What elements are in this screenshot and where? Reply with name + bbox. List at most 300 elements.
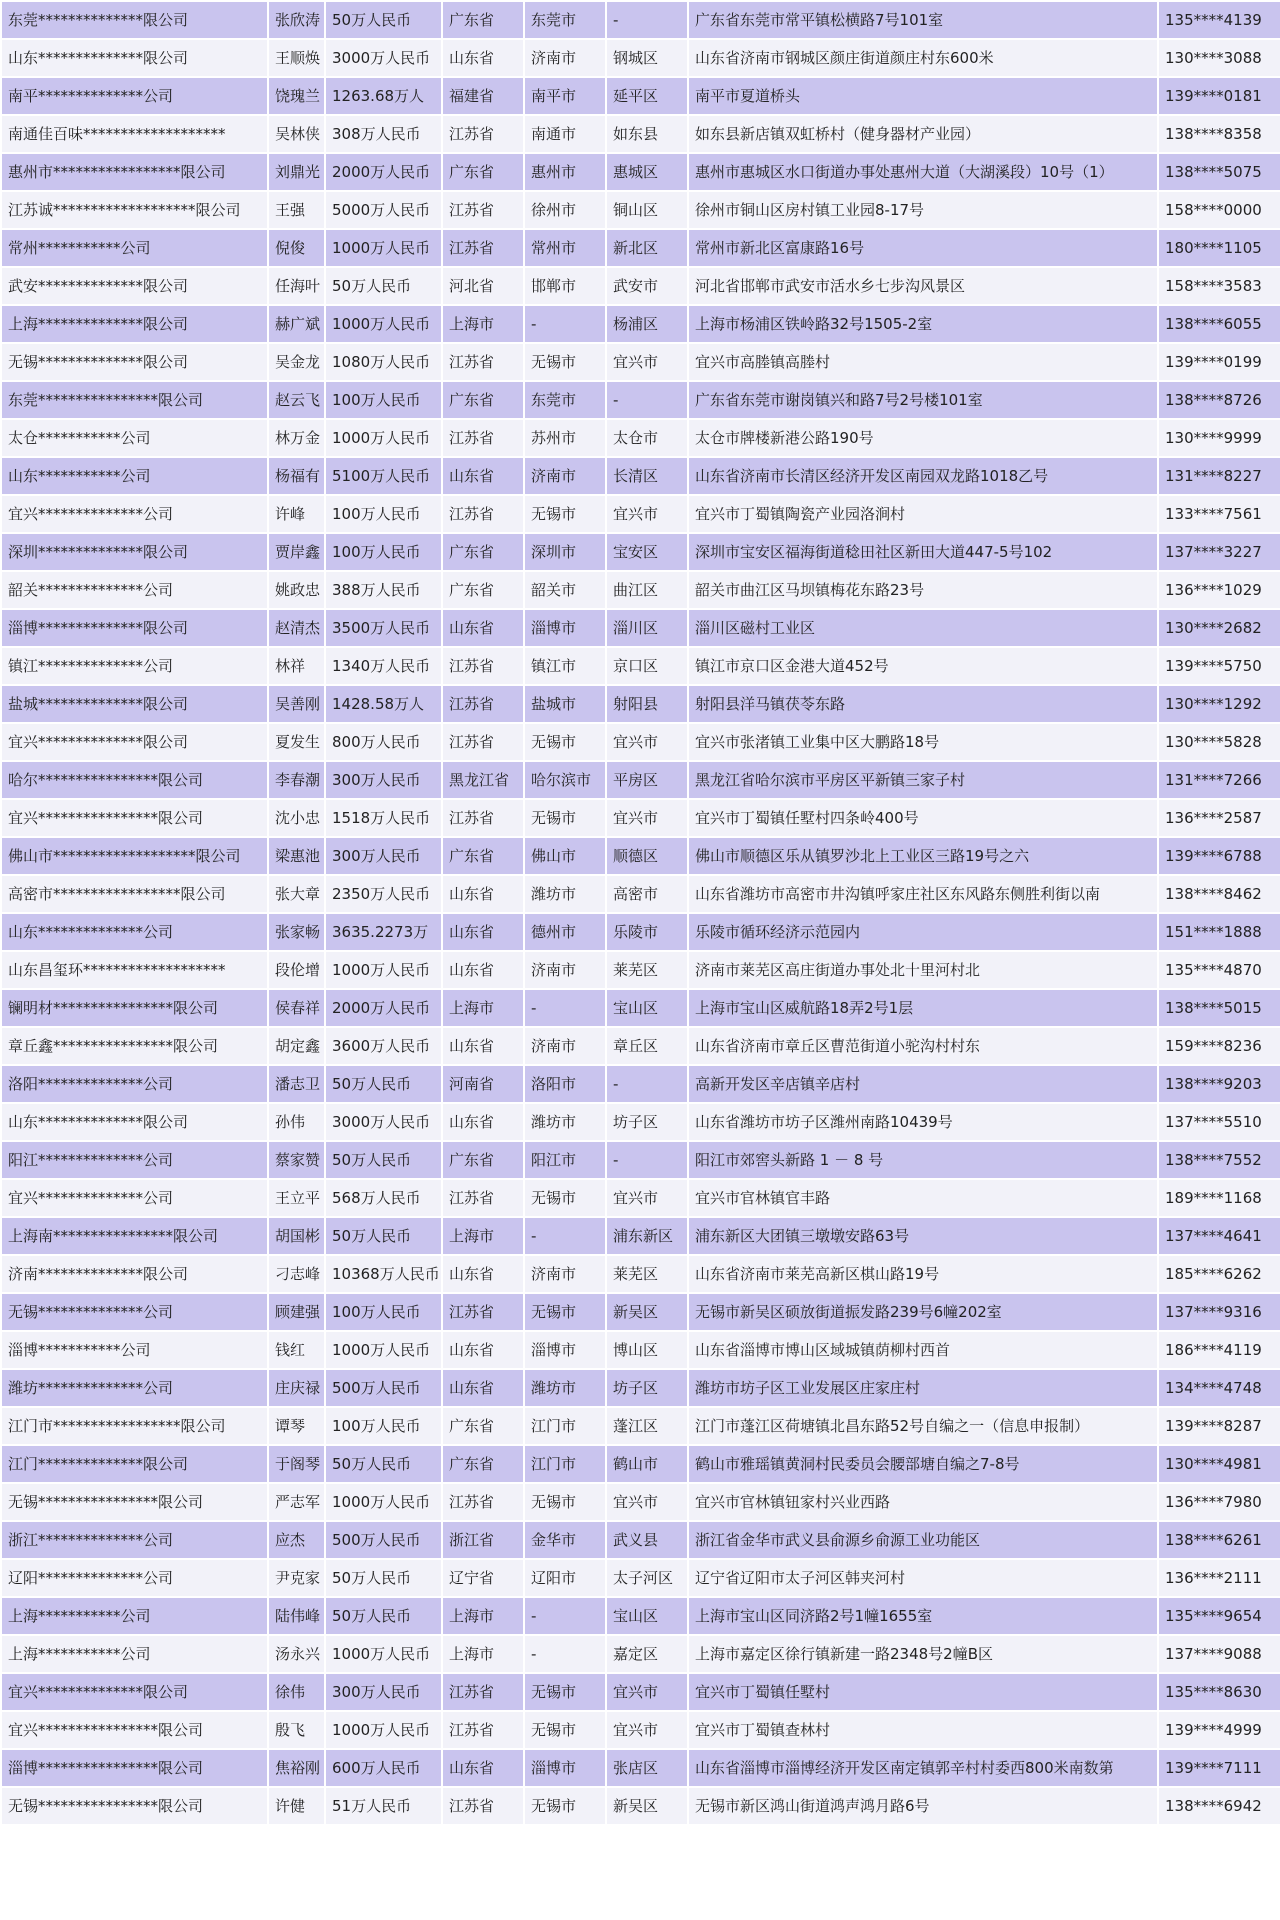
registered-capital-cell: 50万人民币 [326, 1142, 441, 1178]
registered-capital-cell: 5100万人民币 [326, 458, 441, 494]
address-cell: 太仓市牌楼新港公路190号 [689, 420, 1157, 456]
legal-rep-cell: 赫广斌 [269, 306, 324, 342]
address-cell: 如东县新店镇双虹桥村（健身器材产业园） [689, 116, 1157, 152]
province-cell: 广东省 [443, 572, 523, 608]
table-row [2, 952, 1280, 988]
address-cell: 山东省潍坊市高密市井沟镇呼家庄社区东风路东侧胜利街以南 [689, 876, 1157, 912]
company-name-cell: 上海***********公司 [2, 1598, 267, 1634]
city-cell: 淄博市 [525, 1332, 605, 1368]
phone-cell: 137****4641 [1159, 1218, 1280, 1254]
phone-cell: 136****2111 [1159, 1560, 1280, 1596]
phone-cell: 139****4999 [1159, 1712, 1280, 1748]
city-cell: 徐州市 [525, 192, 605, 228]
city-cell: 德州市 [525, 914, 605, 950]
phone-cell: 138****8726 [1159, 382, 1280, 418]
phone-cell: 159****8236 [1159, 1028, 1280, 1064]
registered-capital-cell: 50万人民币 [326, 1446, 441, 1482]
city-cell: 济南市 [525, 1028, 605, 1064]
registered-capital-cell: 100万人民币 [326, 534, 441, 570]
province-cell: 江苏省 [443, 344, 523, 380]
province-cell: 江苏省 [443, 686, 523, 722]
table-row [2, 1750, 1280, 1786]
city-cell: 潍坊市 [525, 1104, 605, 1140]
table-row [2, 762, 1280, 798]
district-cell: 嘉定区 [607, 1636, 687, 1672]
phone-cell: 136****2587 [1159, 800, 1280, 836]
address-cell: 山东省济南市钢城区颜庄街道颜庄村东600米 [689, 40, 1157, 76]
registered-capital-cell: 3635.2273万 [326, 914, 441, 950]
address-cell: 宜兴市丁蜀镇陶瓷产业园洛涧村 [689, 496, 1157, 532]
registered-capital-cell: 100万人民币 [326, 1294, 441, 1330]
legal-rep-cell: 侯春祥 [269, 990, 324, 1026]
table-row [2, 572, 1280, 608]
city-cell: 淄博市 [525, 1750, 605, 1786]
company-name-cell: 南通佳百味******************* [2, 116, 267, 152]
company-name-cell: 江门**************限公司 [2, 1446, 267, 1482]
province-cell: 广东省 [443, 838, 523, 874]
table-row [2, 1028, 1280, 1064]
table-row [2, 78, 1280, 114]
province-cell: 广东省 [443, 1446, 523, 1482]
phone-cell: 139****0199 [1159, 344, 1280, 380]
table-row [2, 268, 1280, 304]
company-name-cell: 山东昌玺环******************* [2, 952, 267, 988]
city-cell: 无锡市 [525, 1674, 605, 1710]
district-cell: 淄川区 [607, 610, 687, 646]
address-cell: 射阳县洋马镇茯苓东路 [689, 686, 1157, 722]
table-row [2, 1142, 1280, 1178]
registered-capital-cell: 1000万人民币 [326, 1332, 441, 1368]
phone-cell: 135****4870 [1159, 952, 1280, 988]
legal-rep-cell: 张大章 [269, 876, 324, 912]
province-cell: 河南省 [443, 1066, 523, 1102]
table-row [2, 1560, 1280, 1596]
company-name-cell: 章丘鑫****************限公司 [2, 1028, 267, 1064]
legal-rep-cell: 尹克家 [269, 1560, 324, 1596]
company-name-cell: 宜兴**************公司 [2, 496, 267, 532]
table-row [2, 1104, 1280, 1140]
city-cell: 江门市 [525, 1408, 605, 1444]
table-row [2, 192, 1280, 228]
company-name-cell: 淄博**************限公司 [2, 610, 267, 646]
registered-capital-cell: 800万人民币 [326, 724, 441, 760]
district-cell: 新吴区 [607, 1788, 687, 1824]
legal-rep-cell: 林祥 [269, 648, 324, 684]
company-name-cell: 宜兴****************限公司 [2, 800, 267, 836]
table-row [2, 990, 1280, 1026]
province-cell: 广东省 [443, 1142, 523, 1178]
registered-capital-cell: 3000万人民币 [326, 40, 441, 76]
province-cell: 山东省 [443, 1750, 523, 1786]
city-cell: 南通市 [525, 116, 605, 152]
province-cell: 江苏省 [443, 420, 523, 456]
city-cell: 无锡市 [525, 344, 605, 380]
city-cell: 金华市 [525, 1522, 605, 1558]
province-cell: 江苏省 [443, 1180, 523, 1216]
legal-rep-cell: 潘志卫 [269, 1066, 324, 1102]
registered-capital-cell: 500万人民币 [326, 1370, 441, 1406]
company-name-cell: 太仓***********公司 [2, 420, 267, 456]
city-cell: 潍坊市 [525, 876, 605, 912]
city-cell: 惠州市 [525, 154, 605, 190]
province-cell: 上海市 [443, 306, 523, 342]
table-row [2, 230, 1280, 266]
registered-capital-cell: 1428.58万人 [326, 686, 441, 722]
district-cell: 博山区 [607, 1332, 687, 1368]
city-cell: 常州市 [525, 230, 605, 266]
district-cell: 射阳县 [607, 686, 687, 722]
legal-rep-cell: 梁惠池 [269, 838, 324, 874]
district-cell: 浦东新区 [607, 1218, 687, 1254]
district-cell: 张店区 [607, 1750, 687, 1786]
address-cell: 鹤山市雅瑶镇黄洞村民委员会腰部塘自编之7-8号 [689, 1446, 1157, 1482]
table-row [2, 686, 1280, 722]
phone-cell: 133****7561 [1159, 496, 1280, 532]
legal-rep-cell: 陆伟峰 [269, 1598, 324, 1634]
city-cell: 东莞市 [525, 2, 605, 38]
address-cell: 深圳市宝安区福海街道稔田社区新田大道447-5号102 [689, 534, 1157, 570]
city-cell: 镇江市 [525, 648, 605, 684]
phone-cell: 138****6942 [1159, 1788, 1280, 1824]
district-cell: 宜兴市 [607, 1180, 687, 1216]
district-cell: 太子河区 [607, 1560, 687, 1596]
province-cell: 山东省 [443, 1256, 523, 1292]
city-cell: - [525, 1218, 605, 1254]
company-name-cell: 武安**************限公司 [2, 268, 267, 304]
company-name-cell: 哈尔****************限公司 [2, 762, 267, 798]
company-name-cell: 东莞**************限公司 [2, 2, 267, 38]
company-name-cell: 洛阳**************公司 [2, 1066, 267, 1102]
address-cell: 无锡市新区鸿山街道鸿声鸿月路6号 [689, 1788, 1157, 1824]
district-cell: 新吴区 [607, 1294, 687, 1330]
province-cell: 广东省 [443, 382, 523, 418]
table-row [2, 724, 1280, 760]
table-row [2, 1332, 1280, 1368]
legal-rep-cell: 张欣涛 [269, 2, 324, 38]
address-cell: 山东省淄博市博山区域城镇荫柳村西首 [689, 1332, 1157, 1368]
city-cell: 佛山市 [525, 838, 605, 874]
address-cell: 宜兴市丁蜀镇任墅村 [689, 1674, 1157, 1710]
company-name-cell: 淄博****************限公司 [2, 1750, 267, 1786]
district-cell: 铜山区 [607, 192, 687, 228]
address-cell: 黑龙江省哈尔滨市平房区平新镇三家子村 [689, 762, 1157, 798]
address-cell: 上海市杨浦区铁岭路32号1505-2室 [689, 306, 1157, 342]
phone-cell: 151****1888 [1159, 914, 1280, 950]
phone-cell: 134****4748 [1159, 1370, 1280, 1406]
district-cell: 惠城区 [607, 154, 687, 190]
legal-rep-cell: 林万金 [269, 420, 324, 456]
registered-capital-cell: 100万人民币 [326, 1408, 441, 1444]
registered-capital-cell: 1000万人民币 [326, 420, 441, 456]
phone-cell: 139****5750 [1159, 648, 1280, 684]
table-row [2, 1788, 1280, 1824]
registered-capital-cell: 1518万人民币 [326, 800, 441, 836]
phone-cell: 130****5828 [1159, 724, 1280, 760]
company-name-cell: 高密市*****************限公司 [2, 876, 267, 912]
table-row [2, 1484, 1280, 1520]
phone-cell: 186****4119 [1159, 1332, 1280, 1368]
legal-rep-cell: 赵云飞 [269, 382, 324, 418]
district-cell: - [607, 1066, 687, 1102]
legal-rep-cell: 夏发生 [269, 724, 324, 760]
province-cell: 浙江省 [443, 1522, 523, 1558]
phone-cell: 131****7266 [1159, 762, 1280, 798]
district-cell: 莱芜区 [607, 1256, 687, 1292]
phone-cell: 130****1292 [1159, 686, 1280, 722]
city-cell: 南平市 [525, 78, 605, 114]
table-row [2, 1636, 1280, 1672]
district-cell: - [607, 382, 687, 418]
legal-rep-cell: 王强 [269, 192, 324, 228]
table-row [2, 496, 1280, 532]
registered-capital-cell: 1080万人民币 [326, 344, 441, 380]
registered-capital-cell: 3000万人民币 [326, 1104, 441, 1140]
district-cell: 宝山区 [607, 990, 687, 1026]
city-cell: 盐城市 [525, 686, 605, 722]
phone-cell: 137****3227 [1159, 534, 1280, 570]
legal-rep-cell: 孙伟 [269, 1104, 324, 1140]
city-cell: 济南市 [525, 458, 605, 494]
province-cell: 山东省 [443, 914, 523, 950]
table-row [2, 2, 1280, 38]
company-name-cell: 南平**************公司 [2, 78, 267, 114]
table-row [2, 648, 1280, 684]
registered-capital-cell: 300万人民币 [326, 762, 441, 798]
address-cell: 山东省济南市长清区经济开发区南园双龙路1018乙号 [689, 458, 1157, 494]
registered-capital-cell: 3600万人民币 [326, 1028, 441, 1064]
province-cell: 上海市 [443, 1598, 523, 1634]
city-cell: 哈尔滨市 [525, 762, 605, 798]
city-cell: 无锡市 [525, 1180, 605, 1216]
district-cell: 坊子区 [607, 1104, 687, 1140]
address-cell: 宜兴市官林镇钮家村兴业西路 [689, 1484, 1157, 1520]
address-cell: 广东省东莞市常平镇松横路7号101室 [689, 2, 1157, 38]
company-name-cell: 山东**************公司 [2, 914, 267, 950]
phone-cell: 135****4139 [1159, 2, 1280, 38]
phone-cell: 137****9316 [1159, 1294, 1280, 1330]
district-cell: - [607, 1142, 687, 1178]
registered-capital-cell: 3500万人民币 [326, 610, 441, 646]
address-cell: 宜兴市张渚镇工业集中区大鹏路18号 [689, 724, 1157, 760]
province-cell: 广东省 [443, 154, 523, 190]
city-cell: 无锡市 [525, 800, 605, 836]
phone-cell: 138****9203 [1159, 1066, 1280, 1102]
legal-rep-cell: 谭琴 [269, 1408, 324, 1444]
legal-rep-cell: 王顺焕 [269, 40, 324, 76]
legal-rep-cell: 任海叶 [269, 268, 324, 304]
phone-cell: 131****8227 [1159, 458, 1280, 494]
district-cell: 如东县 [607, 116, 687, 152]
city-cell: 苏州市 [525, 420, 605, 456]
table-row [2, 1066, 1280, 1102]
phone-cell: 158****0000 [1159, 192, 1280, 228]
city-cell: 邯郸市 [525, 268, 605, 304]
registered-capital-cell: 1340万人民币 [326, 648, 441, 684]
legal-rep-cell: 许峰 [269, 496, 324, 532]
phone-cell: 138****6055 [1159, 306, 1280, 342]
table-row [2, 116, 1280, 152]
company-name-cell: 无锡**************公司 [2, 1294, 267, 1330]
district-cell: 曲江区 [607, 572, 687, 608]
legal-rep-cell: 王立平 [269, 1180, 324, 1216]
table-row [2, 1180, 1280, 1216]
company-name-cell: 宜兴**************限公司 [2, 724, 267, 760]
phone-cell: 180****1105 [1159, 230, 1280, 266]
address-cell: 济南市莱芜区高庄街道办事处北十里河村北 [689, 952, 1157, 988]
company-name-cell: 阳江**************公司 [2, 1142, 267, 1178]
city-cell: 济南市 [525, 1256, 605, 1292]
district-cell: 武安市 [607, 268, 687, 304]
registered-capital-cell: 300万人民币 [326, 1674, 441, 1710]
province-cell: 辽宁省 [443, 1560, 523, 1596]
phone-cell: 139****8287 [1159, 1408, 1280, 1444]
district-cell: 武义县 [607, 1522, 687, 1558]
registered-capital-cell: 1000万人民币 [326, 952, 441, 988]
city-cell: 韶关市 [525, 572, 605, 608]
registered-capital-cell: 1000万人民币 [326, 1712, 441, 1748]
address-cell: 南平市夏道桥头 [689, 78, 1157, 114]
table-row [2, 914, 1280, 950]
district-cell: 平房区 [607, 762, 687, 798]
district-cell: 顺德区 [607, 838, 687, 874]
phone-cell: 130****3088 [1159, 40, 1280, 76]
company-name-cell: 上海南****************限公司 [2, 1218, 267, 1254]
district-cell: 高密市 [607, 876, 687, 912]
city-cell: 江门市 [525, 1446, 605, 1482]
district-cell: 太仓市 [607, 420, 687, 456]
city-cell: - [525, 1598, 605, 1634]
province-cell: 江苏省 [443, 800, 523, 836]
city-cell: - [525, 1636, 605, 1672]
city-cell: - [525, 990, 605, 1026]
city-cell: 潍坊市 [525, 1370, 605, 1406]
registered-capital-cell: 388万人民币 [326, 572, 441, 608]
city-cell: 深圳市 [525, 534, 605, 570]
company-name-cell: 镇江**************公司 [2, 648, 267, 684]
table-row [2, 420, 1280, 456]
registered-capital-cell: 50万人民币 [326, 268, 441, 304]
address-cell: 浙江省金华市武义县俞源乡俞源工业功能区 [689, 1522, 1157, 1558]
province-cell: 上海市 [443, 1636, 523, 1672]
registered-capital-cell: 50万人民币 [326, 1218, 441, 1254]
address-cell: 镇江市京口区金港大道452号 [689, 648, 1157, 684]
city-cell: 无锡市 [525, 1484, 605, 1520]
district-cell: - [607, 2, 687, 38]
company-name-cell: 山东**************限公司 [2, 40, 267, 76]
district-cell: 蓬江区 [607, 1408, 687, 1444]
province-cell: 江苏省 [443, 1294, 523, 1330]
company-name-cell: 佛山市*******************限公司 [2, 838, 267, 874]
legal-rep-cell: 姚政忠 [269, 572, 324, 608]
phone-cell: 138****5075 [1159, 154, 1280, 190]
district-cell: 钢城区 [607, 40, 687, 76]
legal-rep-cell: 赵清杰 [269, 610, 324, 646]
table-row [2, 1446, 1280, 1482]
registered-capital-cell: 10368万人民币 [326, 1256, 441, 1292]
address-cell: 宜兴市丁蜀镇任墅村四条岭400号 [689, 800, 1157, 836]
address-cell: 上海市嘉定区徐行镇新建一路2348号2幢B区 [689, 1636, 1157, 1672]
table-row [2, 1294, 1280, 1330]
address-cell: 上海市宝山区同济路2号1幢1655室 [689, 1598, 1157, 1634]
province-cell: 山东省 [443, 458, 523, 494]
district-cell: 新北区 [607, 230, 687, 266]
province-cell: 山东省 [443, 610, 523, 646]
table-row [2, 1256, 1280, 1292]
phone-cell: 158****3583 [1159, 268, 1280, 304]
legal-rep-cell: 张家畅 [269, 914, 324, 950]
province-cell: 山东省 [443, 876, 523, 912]
legal-rep-cell: 杨福有 [269, 458, 324, 494]
table-row [2, 1408, 1280, 1444]
city-cell: 洛阳市 [525, 1066, 605, 1102]
address-cell: 山东省潍坊市坊子区潍州南路10439号 [689, 1104, 1157, 1140]
address-cell: 宜兴市高塍镇高塍村 [689, 344, 1157, 380]
registered-capital-cell: 1000万人民币 [326, 230, 441, 266]
registered-capital-cell: 308万人民币 [326, 116, 441, 152]
address-cell: 惠州市惠城区水口街道办事处惠州大道（大湖溪段）10号（1） [689, 154, 1157, 190]
legal-rep-cell: 刘鼎光 [269, 154, 324, 190]
address-cell: 高新开发区辛店镇辛店村 [689, 1066, 1157, 1102]
table-row [2, 800, 1280, 836]
table-row [2, 1522, 1280, 1558]
province-cell: 广东省 [443, 534, 523, 570]
address-cell: 乐陵市循环经济示范园内 [689, 914, 1157, 950]
district-cell: 章丘区 [607, 1028, 687, 1064]
registered-capital-cell: 5000万人民币 [326, 192, 441, 228]
phone-cell: 189****1168 [1159, 1180, 1280, 1216]
registered-capital-cell: 2000万人民币 [326, 154, 441, 190]
province-cell: 江苏省 [443, 496, 523, 532]
table-row [2, 838, 1280, 874]
address-cell: 常州市新北区富康路16号 [689, 230, 1157, 266]
registered-capital-cell: 2000万人民币 [326, 990, 441, 1026]
registered-capital-cell: 51万人民币 [326, 1788, 441, 1824]
legal-rep-cell: 沈小忠 [269, 800, 324, 836]
phone-cell: 135****9654 [1159, 1598, 1280, 1634]
district-cell: 坊子区 [607, 1370, 687, 1406]
address-cell: 宜兴市官林镇官丰路 [689, 1180, 1157, 1216]
company-name-cell: 上海***********公司 [2, 1636, 267, 1672]
address-cell: 山东省济南市莱芜高新区棋山路19号 [689, 1256, 1157, 1292]
table-row [2, 1370, 1280, 1406]
district-cell: 宜兴市 [607, 724, 687, 760]
province-cell: 江苏省 [443, 192, 523, 228]
legal-rep-cell: 饶瑰兰 [269, 78, 324, 114]
company-name-cell: 深圳**************限公司 [2, 534, 267, 570]
company-name-cell: 山东***********公司 [2, 458, 267, 494]
phone-cell: 136****7980 [1159, 1484, 1280, 1520]
address-cell: 浦东新区大团镇三墩墩安路63号 [689, 1218, 1157, 1254]
table-row [2, 458, 1280, 494]
company-name-cell: 宜兴**************限公司 [2, 1674, 267, 1710]
province-cell: 山东省 [443, 1332, 523, 1368]
legal-rep-cell: 钱红 [269, 1332, 324, 1368]
district-cell: 宝山区 [607, 1598, 687, 1634]
legal-rep-cell: 刁志峰 [269, 1256, 324, 1292]
address-cell: 淄川区磁村工业区 [689, 610, 1157, 646]
registered-capital-cell: 1000万人民币 [326, 1484, 441, 1520]
address-cell: 河北省邯郸市武安市活水乡七步沟风景区 [689, 268, 1157, 304]
province-cell: 江苏省 [443, 1712, 523, 1748]
address-cell: 徐州市铜山区房村镇工业园8-17号 [689, 192, 1157, 228]
company-name-cell: 无锡****************限公司 [2, 1788, 267, 1824]
phone-cell: 130****9999 [1159, 420, 1280, 456]
legal-rep-cell: 徐伟 [269, 1674, 324, 1710]
phone-cell: 138****7552 [1159, 1142, 1280, 1178]
city-cell: 阳江市 [525, 1142, 605, 1178]
legal-rep-cell: 殷飞 [269, 1712, 324, 1748]
table-row [2, 306, 1280, 342]
